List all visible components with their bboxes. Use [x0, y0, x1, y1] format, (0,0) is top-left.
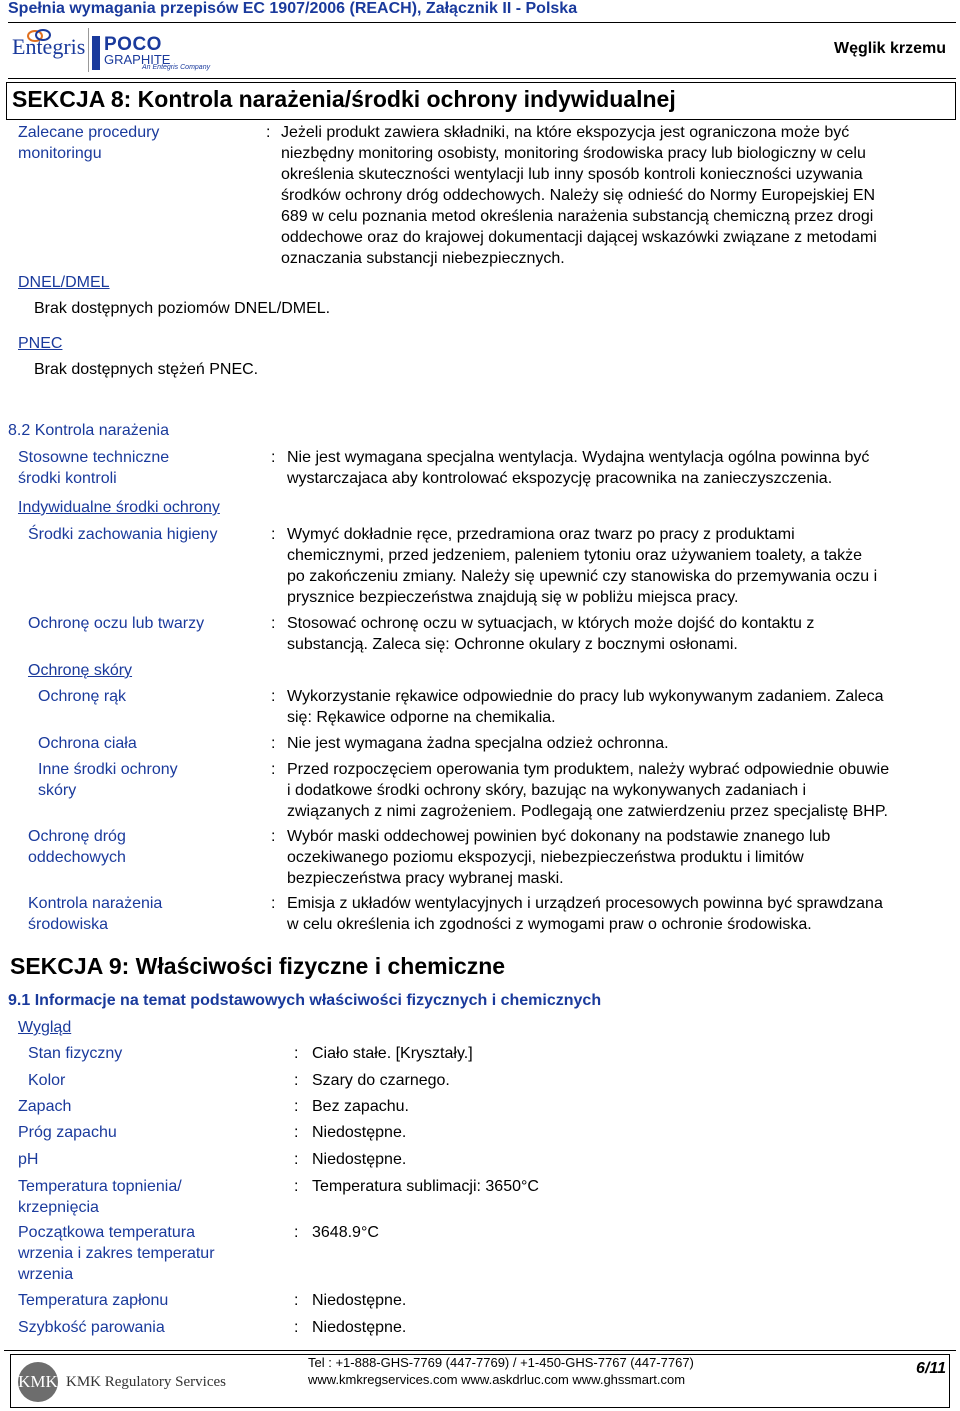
- other-skin-protection-text: Przed rozpoczęciem operowania tym produktem, należy wybrać odpowiednie obuwie i dodatkowe środki ochrony skóry, bazując na wykonywanych zadaniach i związanych z nimi zagrożeniem. Podlegają one zatwierdzeniu przez specjalistę BHP.: [287, 761, 890, 820]
- monitoring-label: Zalecane procedury monitoringu: [18, 124, 160, 162]
- environmental-controls-label: Kontrola narażenia środowiska: [28, 895, 163, 933]
- footer-websites: www.kmkregservices.com www.askdrluc.com www.ghssmart.com: [308, 1372, 686, 1387]
- subsection-8-2-title: 8.2 Kontrola narażenia: [8, 422, 169, 439]
- respiratory-protection-label: Ochronę dróg oddechowych: [28, 828, 126, 866]
- boiling-point-label: Początkowa temperatura wrzenia i zakres temperatur wrzenia: [18, 1224, 215, 1283]
- color-colon: :: [294, 1072, 299, 1089]
- ph-value: Niedostępne.: [312, 1151, 407, 1168]
- color-label: Kolor: [28, 1072, 66, 1089]
- section9-title: SEKCJA 9: Właściwości fizyczne i chemiczne: [10, 953, 506, 979]
- body-protection-text: Nie jest wymagana żadna specjalna odzież ochronna.: [287, 735, 669, 752]
- respiratory-colon: :: [271, 828, 276, 845]
- boiling-point-value: 3648.9°C: [312, 1224, 379, 1241]
- color-value: Szary do czarnego.: [312, 1072, 450, 1089]
- flash-point-value: Niedostępne.: [312, 1292, 407, 1309]
- regulation-title: Spełnia wymagania przepisów EC 1907/2006 (REACH), Załącznik II - Polska: [8, 0, 578, 17]
- environmental-controls-text: Emisja z układów wentylacyjnych i urządzeń procesowych powinna być sprawdzana w celu określenia ich zgodności z wymogami praw o ochronie środowiska.: [287, 895, 883, 933]
- appearance-label: Wygląd: [18, 1019, 72, 1036]
- physical-state-colon: :: [294, 1045, 299, 1062]
- ph-colon: :: [294, 1151, 299, 1168]
- eye-protection-text: Stosować ochronę oczu w sytuacjach, w których może dojść do kontaktu z substancją. Zaleca się: Ochronne okulary z bocznymi osłonami.: [287, 615, 815, 653]
- hand-protection-label: Ochronę rąk: [38, 688, 127, 705]
- odor-threshold-label: Próg zapachu: [18, 1124, 117, 1141]
- eye-colon: :: [271, 615, 276, 632]
- body-protection-label: Ochrona ciała: [38, 735, 137, 752]
- evaporation-rate-colon: :: [294, 1319, 299, 1336]
- melting-point-label: Temperatura topnienia/ krzepnięcia: [18, 1178, 182, 1216]
- graphite-logo: GRAPHITE: [104, 52, 171, 67]
- skin-protection-label: Ochronę skóry: [28, 662, 133, 679]
- company-tagline: An Entegris Company: [142, 64, 211, 71]
- other-skin-protection-label: Inne środki ochrony skóry: [38, 761, 178, 799]
- respiratory-protection-text: Wybór maski oddechowej powinien być dokonany na podstawie znanego lub oczekiwanego poziomu ekspozycji, niebezpieczeństwa produktu i limitów bezpieczeństwa pracy wybranej maski.: [287, 828, 831, 887]
- engineering-controls-text: Nie jest wymagana specjalna wentylacja. Wydajna wentylacja ogólna powinna być wystarczajaca aby kontrolować ekspozycję pracownika na zanieczyszczenia.: [287, 449, 870, 487]
- engineering-colon: :: [271, 449, 276, 466]
- individual-protection-label: Indywidualne środki ochrony: [18, 499, 220, 516]
- odor-threshold-value: Niedostępne.: [312, 1124, 407, 1141]
- evaporation-rate-label: Szybkość parowania: [18, 1319, 165, 1336]
- ph-label: pH: [18, 1151, 39, 1168]
- monitoring-text: Jeżeli produkt zawiera składniki, na które ekspozycja jest ograniczona może być niezbędny monitoring osobisty, monitoring środowiska pracy lub biologiczny w celu określenia skuteczności wentylacji lub inny sposób kontroli konieczności uzywania środków ochrony dróg oddechowych. Należy się odnieść do Normy Europejskiej EN 689 w celu poznania metod określenia narażenia substancją chemiczną przez drogi oddechowe oraz do krajowej dokumentacji dającej wskazówki związane z metodami oznaczania substancji niebezpiecznych.: [281, 124, 877, 267]
- poco-logo: POCO: [104, 34, 162, 55]
- flash-point-colon: :: [294, 1292, 299, 1309]
- subsection-9-1-title: 9.1 Informacje na temat podstawowych właściwości fizycznych i chemicznych: [8, 992, 602, 1009]
- header-rule-top: [8, 22, 956, 23]
- hygiene-label: Środki zachowania higieny: [28, 526, 218, 543]
- hands-colon: :: [271, 688, 276, 705]
- eye-protection-label: Ochronę oczu lub twarzy: [28, 615, 205, 632]
- product-name: Węglik krzemu: [833, 40, 946, 57]
- odor-value: Bez zapachu.: [312, 1098, 409, 1115]
- footer-rule: [4, 1350, 956, 1351]
- odor-threshold-colon: :: [294, 1124, 299, 1141]
- section8-title: SEKCJA 8: Kontrola narażenia/środki ochrony indywidualnej: [12, 86, 676, 112]
- footer-telephone: Tel : +1-888-GHS-7769 (447-7769) / +1-450-GHS-7767 (447-7767): [308, 1355, 694, 1370]
- other-skin-colon: :: [271, 761, 276, 778]
- dnel-label: DNEL/DMEL: [18, 274, 110, 291]
- pnec-text: Brak dostępnych stężeń PNEC.: [34, 361, 259, 378]
- flash-point-label: Temperatura zapłonu: [18, 1292, 169, 1309]
- logo-separator: [88, 28, 89, 72]
- pnec-label: PNEC: [18, 335, 63, 352]
- dnel-text: Brak dostępnych poziomów DNEL/DMEL.: [34, 300, 331, 317]
- physical-state-label: Stan fizyczny: [28, 1045, 123, 1062]
- page-number: 6/11: [916, 1360, 946, 1377]
- odor-label: Zapach: [18, 1098, 72, 1115]
- boiling-point-colon: :: [294, 1224, 299, 1241]
- melting-point-colon: :: [294, 1178, 299, 1195]
- poco-logo-mark: [92, 36, 100, 70]
- hygiene-colon: :: [271, 526, 276, 543]
- evaporation-rate-value: Niedostępne.: [312, 1319, 407, 1336]
- body-colon: :: [271, 735, 276, 752]
- environmental-colon: :: [271, 895, 276, 912]
- entegris-logo: Entegris: [12, 34, 86, 59]
- header-rule-bottom: [8, 78, 956, 79]
- melting-point-value: Temperatura sublimacji: 3650°C: [312, 1178, 539, 1195]
- hygiene-text: Wymyć dokładnie ręce, przedramiona oraz twarz po pracy z produktami chemicznymi, przed jedzeniem, paleniem tytoniu oraz używaniem toalety, a także po zakończeniu zmiany. Należy się upewnić czy stanowiska do przemywania oczu i prysznice bezpieczeństwa znajdują się w pobliżu miejsca pracy.: [287, 526, 878, 606]
- kmk-company-name: KMK Regulatory Services: [66, 1374, 226, 1390]
- kmk-logo-icon: KMK: [18, 1362, 58, 1402]
- hand-protection-text: Wykorzystanie rękawice odpowiednie do pracy lub wykonywanym zadaniem. Zaleca się: Rękawice odporne na chemikalia.: [287, 688, 884, 726]
- engineering-controls-label: Stosowne techniczne środki kontroli: [18, 449, 170, 487]
- monitoring-colon: :: [266, 124, 271, 141]
- odor-colon: :: [294, 1098, 299, 1115]
- physical-state-value: Ciało stałe. [Kryształy.]: [312, 1045, 473, 1062]
